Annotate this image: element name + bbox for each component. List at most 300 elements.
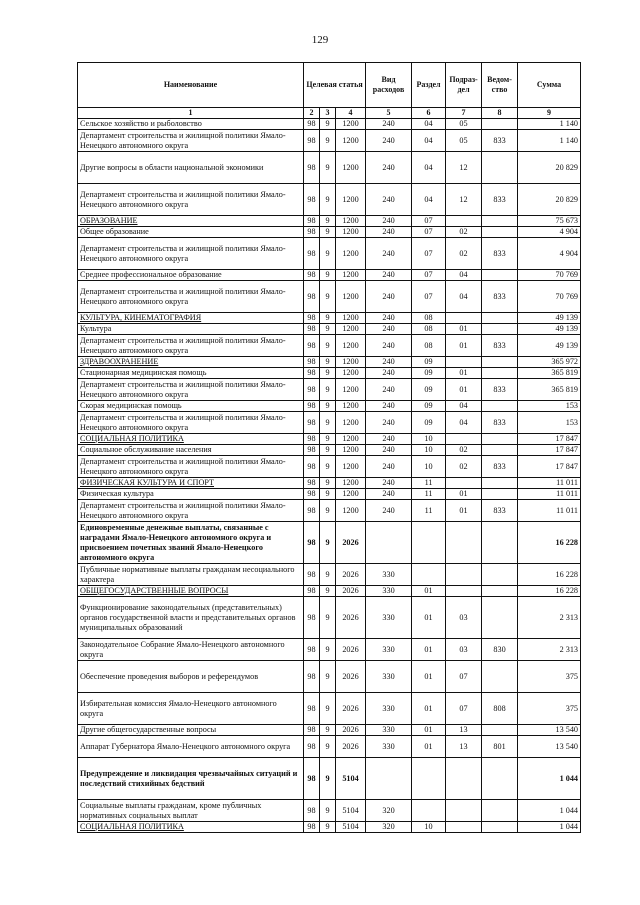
- section-cell: 04: [412, 184, 446, 216]
- subsection-cell: [446, 313, 482, 324]
- target-part3-cell: 5104: [336, 822, 366, 833]
- target-part1-cell: 98: [304, 379, 320, 401]
- table-body: [78, 119, 581, 833]
- target-part2-cell: 9: [320, 639, 336, 661]
- amount-cell: 20 829: [518, 152, 581, 184]
- subsection-cell: [446, 758, 482, 800]
- department-cell: [482, 227, 518, 238]
- target-part2-cell: 9: [320, 822, 336, 833]
- subsection-cell: [446, 216, 482, 227]
- department-cell: [482, 445, 518, 456]
- subsection-cell: [446, 522, 482, 564]
- row-name-text: ОБРАЗОВАНИЕ: [80, 216, 138, 225]
- header-department: Ведом-ство: [482, 63, 518, 108]
- target-part2-cell: 9: [320, 324, 336, 335]
- target-part2-cell: 9: [320, 800, 336, 822]
- row-name-text: Аппарат Губернатора Ямало-Ненецкого автономного округа: [80, 741, 291, 751]
- department-cell: 830: [482, 639, 518, 661]
- name-cell: [78, 313, 304, 324]
- table-row: [78, 184, 581, 216]
- department-cell: [482, 401, 518, 412]
- expense-type-cell: 240: [366, 379, 412, 401]
- table-row: [78, 434, 581, 445]
- table-row: [78, 313, 581, 324]
- table-row: [78, 401, 581, 412]
- target-part3-cell: 2026: [336, 586, 366, 597]
- amount-cell: 4 904: [518, 227, 581, 238]
- department-cell: [482, 152, 518, 184]
- target-part1-cell: 98: [304, 661, 320, 693]
- subsection-cell: 12: [446, 184, 482, 216]
- department-cell: 833: [482, 379, 518, 401]
- expense-type-cell: 240: [366, 335, 412, 357]
- name-cell: [78, 412, 304, 434]
- target-part3-cell: 1200: [336, 368, 366, 379]
- target-part1-cell: 98: [304, 456, 320, 478]
- section-cell: [412, 758, 446, 800]
- expense-type-cell: 240: [366, 152, 412, 184]
- expense-type-cell: 240: [366, 456, 412, 478]
- row-name-text: Общее образование: [80, 227, 149, 236]
- row-name-text: Другие общегосударственные вопросы: [80, 725, 217, 734]
- expense-type-cell: 240: [366, 434, 412, 445]
- target-part2-cell: 9: [320, 693, 336, 725]
- target-part2-cell: 9: [320, 456, 336, 478]
- expense-type-cell: 240: [366, 313, 412, 324]
- table-row: [78, 357, 581, 368]
- row-name-text: Среднее профессиональное образование: [80, 270, 222, 279]
- name-cell: [78, 281, 304, 313]
- amount-cell: 49 139: [518, 313, 581, 324]
- name-cell: [78, 639, 304, 661]
- amount-cell: 365 819: [518, 368, 581, 379]
- name-cell: [78, 227, 304, 238]
- target-part3-cell: 1200: [336, 379, 366, 401]
- target-part1-cell: 98: [304, 281, 320, 313]
- column-number: 6: [412, 108, 446, 119]
- name-cell: [78, 478, 304, 489]
- target-part1-cell: 98: [304, 725, 320, 736]
- section-cell: 07: [412, 216, 446, 227]
- row-name-text: Департамент строительства и жилищной политики Ямало-Ненецкого автономного округа: [80, 286, 286, 306]
- row-name-text: Социальное обслуживание населения: [80, 445, 212, 454]
- target-part2-cell: 9: [320, 313, 336, 324]
- target-part1-cell: 98: [304, 335, 320, 357]
- section-cell: 09: [412, 412, 446, 434]
- expense-type-cell: 240: [366, 324, 412, 335]
- section-cell: 01: [412, 736, 446, 758]
- target-part1-cell: 98: [304, 478, 320, 489]
- department-cell: 801: [482, 736, 518, 758]
- table-row: [78, 597, 581, 639]
- target-part1-cell: 98: [304, 522, 320, 564]
- target-part1-cell: 98: [304, 564, 320, 586]
- amount-cell: 49 139: [518, 324, 581, 335]
- target-part2-cell: 9: [320, 130, 336, 152]
- department-cell: 833: [482, 184, 518, 216]
- row-name-text: Департамент строительства и жилищной политики Ямало-Ненецкого автономного округа: [80, 412, 286, 432]
- row-name-text: Департамент строительства и жилищной политики Ямало-Ненецкого автономного округа: [80, 500, 286, 520]
- target-part2-cell: 9: [320, 445, 336, 456]
- amount-cell: 153: [518, 401, 581, 412]
- target-part3-cell: 1200: [336, 270, 366, 281]
- subsection-cell: 13: [446, 725, 482, 736]
- amount-cell: 17 847: [518, 434, 581, 445]
- expense-type-cell: 240: [366, 216, 412, 227]
- department-cell: [482, 434, 518, 445]
- page-number: 129: [311, 34, 329, 46]
- department-cell: [482, 313, 518, 324]
- table-row: [78, 335, 581, 357]
- budget-table: [77, 62, 581, 833]
- name-cell: [78, 736, 304, 758]
- expense-type-cell: 330: [366, 661, 412, 693]
- section-cell: 11: [412, 500, 446, 522]
- table-row: [78, 586, 581, 597]
- department-cell: 833: [482, 456, 518, 478]
- target-part1-cell: 98: [304, 693, 320, 725]
- target-part2-cell: 9: [320, 489, 336, 500]
- section-cell: 09: [412, 357, 446, 368]
- target-part3-cell: 2026: [336, 639, 366, 661]
- name-cell: [78, 758, 304, 800]
- row-name-text: Физическая культура: [80, 489, 154, 498]
- expense-type-cell: 330: [366, 736, 412, 758]
- subsection-cell: 03: [446, 597, 482, 639]
- name-cell: [78, 586, 304, 597]
- expense-type-cell: 240: [366, 184, 412, 216]
- section-cell: 08: [412, 335, 446, 357]
- subsection-cell: [446, 357, 482, 368]
- header-section: Раздел: [412, 63, 446, 108]
- table-row: [78, 445, 581, 456]
- column-number: 5: [366, 108, 412, 119]
- name-cell: [78, 335, 304, 357]
- target-part3-cell: 1200: [336, 412, 366, 434]
- amount-cell: 70 769: [518, 270, 581, 281]
- row-name-text: Обеспечение проведения выборов и референдумов: [80, 671, 259, 681]
- target-part1-cell: 98: [304, 401, 320, 412]
- target-part1-cell: 98: [304, 130, 320, 152]
- subsection-cell: 02: [446, 238, 482, 270]
- table-row: [78, 281, 581, 313]
- row-name-text: Департамент строительства и жилищной политики Ямало-Ненецкого автономного округа: [80, 243, 286, 263]
- row-name-text: Стационарная медицинская помощь: [80, 368, 207, 377]
- section-cell: 04: [412, 152, 446, 184]
- name-cell: [78, 800, 304, 822]
- subsection-cell: 02: [446, 445, 482, 456]
- subsection-cell: 01: [446, 368, 482, 379]
- target-part3-cell: 1200: [336, 216, 366, 227]
- row-name-text: Департамент строительства и жилищной политики Ямало-Ненецкого автономного округа: [80, 130, 286, 150]
- name-cell: [78, 725, 304, 736]
- department-cell: [482, 822, 518, 833]
- table-row: [78, 522, 581, 564]
- target-part3-cell: 1200: [336, 324, 366, 335]
- target-part2-cell: 9: [320, 238, 336, 270]
- department-cell: [482, 661, 518, 693]
- table-row: [78, 152, 581, 184]
- amount-cell: 20 829: [518, 184, 581, 216]
- amount-cell: 365 819: [518, 379, 581, 401]
- name-cell: [78, 500, 304, 522]
- subsection-cell: 01: [446, 489, 482, 500]
- subsection-cell: 04: [446, 281, 482, 313]
- target-part1-cell: 98: [304, 357, 320, 368]
- table-row: [78, 130, 581, 152]
- amount-cell: 1 140: [518, 130, 581, 152]
- subsection-cell: [446, 478, 482, 489]
- row-name-text: ЗДРАВООХРАНЕНИЕ: [80, 357, 159, 366]
- target-part1-cell: 98: [304, 800, 320, 822]
- row-name-text: Предупреждение и ликвидация чрезвычайных ситуаций и последствий стихийных бедствий: [80, 768, 298, 788]
- target-part1-cell: 98: [304, 586, 320, 597]
- name-cell: [78, 522, 304, 564]
- target-part1-cell: 98: [304, 119, 320, 130]
- name-cell: [78, 456, 304, 478]
- amount-cell: 16 228: [518, 586, 581, 597]
- target-part2-cell: 9: [320, 216, 336, 227]
- section-cell: [412, 522, 446, 564]
- target-part3-cell: 1200: [336, 119, 366, 130]
- target-part1-cell: 98: [304, 500, 320, 522]
- table-row: [78, 270, 581, 281]
- section-cell: 10: [412, 822, 446, 833]
- section-cell: 08: [412, 324, 446, 335]
- amount-cell: 365 972: [518, 357, 581, 368]
- table-row: [78, 693, 581, 725]
- target-part3-cell: 1200: [336, 357, 366, 368]
- section-cell: 07: [412, 281, 446, 313]
- department-cell: [482, 368, 518, 379]
- department-cell: [482, 800, 518, 822]
- amount-cell: 2 313: [518, 597, 581, 639]
- target-part2-cell: 9: [320, 661, 336, 693]
- target-part3-cell: 1200: [336, 401, 366, 412]
- department-cell: 833: [482, 335, 518, 357]
- header-expense-type: Вид расходов: [366, 63, 412, 108]
- department-cell: [482, 758, 518, 800]
- target-part3-cell: 2026: [336, 693, 366, 725]
- subsection-cell: [446, 564, 482, 586]
- target-part2-cell: 9: [320, 522, 336, 564]
- expense-type-cell: 240: [366, 238, 412, 270]
- name-cell: [78, 357, 304, 368]
- table-row: [78, 216, 581, 227]
- name-cell: [78, 434, 304, 445]
- target-part2-cell: 9: [320, 564, 336, 586]
- name-cell: [78, 401, 304, 412]
- column-number: 4: [336, 108, 366, 119]
- target-part2-cell: 9: [320, 736, 336, 758]
- amount-cell: 13 540: [518, 725, 581, 736]
- table-row: [78, 379, 581, 401]
- target-part3-cell: 1200: [336, 313, 366, 324]
- target-part2-cell: 9: [320, 500, 336, 522]
- amount-cell: 4 904: [518, 238, 581, 270]
- expense-type-cell: 240: [366, 489, 412, 500]
- section-cell: 10: [412, 434, 446, 445]
- amount-cell: 75 673: [518, 216, 581, 227]
- target-part1-cell: 98: [304, 324, 320, 335]
- amount-cell: 13 540: [518, 736, 581, 758]
- target-part3-cell: 1200: [336, 184, 366, 216]
- expense-type-cell: 330: [366, 639, 412, 661]
- subsection-cell: 12: [446, 152, 482, 184]
- expense-type-cell: 330: [366, 564, 412, 586]
- subsection-cell: 05: [446, 119, 482, 130]
- target-part1-cell: 98: [304, 368, 320, 379]
- table-row: [78, 227, 581, 238]
- name-cell: [78, 445, 304, 456]
- target-part3-cell: 1200: [336, 478, 366, 489]
- section-cell: 10: [412, 456, 446, 478]
- row-name-text: ОБЩЕГОСУДАРСТВЕННЫЕ ВОПРОСЫ: [80, 586, 229, 595]
- amount-cell: 1 044: [518, 800, 581, 822]
- target-part3-cell: 2026: [336, 522, 366, 564]
- expense-type-cell: 240: [366, 445, 412, 456]
- row-name-text: Законодательное Собрание Ямало-Ненецкого автономного округа: [80, 639, 285, 659]
- row-name-text: Скорая медицинская помощь: [80, 401, 182, 410]
- target-part3-cell: 1200: [336, 152, 366, 184]
- section-cell: 09: [412, 368, 446, 379]
- target-part2-cell: 9: [320, 357, 336, 368]
- amount-cell: 11 011: [518, 478, 581, 489]
- target-part1-cell: 98: [304, 270, 320, 281]
- table-row: [78, 822, 581, 833]
- department-cell: [482, 324, 518, 335]
- header-subsection: Подраз-дел: [446, 63, 482, 108]
- target-part1-cell: 98: [304, 152, 320, 184]
- row-name-text: Публичные нормативные выплаты гражданам несоциального характера: [80, 564, 295, 584]
- target-part1-cell: 98: [304, 412, 320, 434]
- department-cell: [482, 522, 518, 564]
- target-part3-cell: 1200: [336, 227, 366, 238]
- target-part3-cell: 1200: [336, 130, 366, 152]
- name-cell: [78, 564, 304, 586]
- row-name-text: Сельское хозяйство и рыболовство: [80, 119, 202, 128]
- target-part3-cell: 5104: [336, 758, 366, 800]
- target-part2-cell: 9: [320, 597, 336, 639]
- name-cell: [78, 368, 304, 379]
- amount-cell: 153: [518, 412, 581, 434]
- name-cell: [78, 184, 304, 216]
- table-row: [78, 238, 581, 270]
- name-cell: [78, 130, 304, 152]
- column-number: 8: [482, 108, 518, 119]
- amount-cell: 375: [518, 693, 581, 725]
- name-cell: [78, 216, 304, 227]
- target-part1-cell: 98: [304, 597, 320, 639]
- target-part2-cell: 9: [320, 758, 336, 800]
- column-number: 7: [446, 108, 482, 119]
- target-part2-cell: 9: [320, 379, 336, 401]
- name-cell: [78, 152, 304, 184]
- target-part2-cell: 9: [320, 335, 336, 357]
- department-cell: [482, 357, 518, 368]
- department-cell: 833: [482, 412, 518, 434]
- row-name-text: СОЦИАЛЬНАЯ ПОЛИТИКА: [80, 434, 184, 443]
- target-part2-cell: 9: [320, 434, 336, 445]
- target-part1-cell: 98: [304, 434, 320, 445]
- department-cell: [482, 586, 518, 597]
- expense-type-cell: 240: [366, 227, 412, 238]
- target-part3-cell: 1200: [336, 456, 366, 478]
- expense-type-cell: 330: [366, 586, 412, 597]
- table-row: [78, 758, 581, 800]
- target-part2-cell: 9: [320, 281, 336, 313]
- target-part2-cell: 9: [320, 478, 336, 489]
- section-cell: 11: [412, 478, 446, 489]
- section-cell: [412, 800, 446, 822]
- table-row: [78, 119, 581, 130]
- amount-cell: 16 228: [518, 564, 581, 586]
- target-part1-cell: 98: [304, 758, 320, 800]
- subsection-cell: 04: [446, 412, 482, 434]
- row-name-text: СОЦИАЛЬНАЯ ПОЛИТИКА: [80, 822, 184, 831]
- department-cell: 833: [482, 500, 518, 522]
- header-name: Наименование: [78, 63, 304, 108]
- amount-cell: 11 011: [518, 500, 581, 522]
- name-cell: [78, 324, 304, 335]
- table-row: [78, 661, 581, 693]
- department-cell: [482, 725, 518, 736]
- header-target: Целевая статья: [304, 63, 366, 108]
- target-part3-cell: 2026: [336, 661, 366, 693]
- department-cell: 808: [482, 693, 518, 725]
- section-cell: 01: [412, 693, 446, 725]
- row-name-text: КУЛЬТУРА, КИНЕМАТОГРАФИЯ: [80, 313, 202, 322]
- department-cell: [482, 597, 518, 639]
- section-cell: 01: [412, 639, 446, 661]
- subsection-cell: 04: [446, 401, 482, 412]
- section-cell: 07: [412, 227, 446, 238]
- expense-type-cell: 320: [366, 822, 412, 833]
- amount-cell: 2 313: [518, 639, 581, 661]
- table-row: [78, 500, 581, 522]
- table-row: [78, 412, 581, 434]
- section-cell: [412, 564, 446, 586]
- department-cell: 833: [482, 238, 518, 270]
- header-amount: Сумма: [518, 63, 581, 108]
- section-cell: 01: [412, 661, 446, 693]
- row-name-text: Департамент строительства и жилищной политики Ямало-Ненецкого автономного округа: [80, 335, 286, 355]
- table-row: [78, 324, 581, 335]
- subsection-cell: 01: [446, 324, 482, 335]
- subsection-cell: [446, 586, 482, 597]
- row-name-text: Единовременные денежные выплаты, связанные с наградами Ямало-Ненецкого автономного округа и присвоением почетных званий Ямало-Ненецкого автономного округа: [80, 522, 272, 562]
- target-part1-cell: 98: [304, 238, 320, 270]
- section-cell: 07: [412, 238, 446, 270]
- target-part3-cell: 1200: [336, 281, 366, 313]
- subsection-cell: 05: [446, 130, 482, 152]
- subsection-cell: 03: [446, 639, 482, 661]
- subsection-cell: 02: [446, 456, 482, 478]
- name-cell: [78, 693, 304, 725]
- target-part3-cell: 1200: [336, 434, 366, 445]
- target-part2-cell: 9: [320, 270, 336, 281]
- amount-cell: 1 044: [518, 758, 581, 800]
- row-name-text: Социальные выплаты гражданам, кроме публичных нормативных социальных выплат: [80, 800, 262, 820]
- amount-cell: 16 228: [518, 522, 581, 564]
- target-part2-cell: 9: [320, 401, 336, 412]
- target-part3-cell: 1200: [336, 445, 366, 456]
- column-number: 9: [518, 108, 581, 119]
- department-cell: [482, 478, 518, 489]
- target-part1-cell: 98: [304, 216, 320, 227]
- expense-type-cell: 240: [366, 500, 412, 522]
- amount-cell: 1 140: [518, 119, 581, 130]
